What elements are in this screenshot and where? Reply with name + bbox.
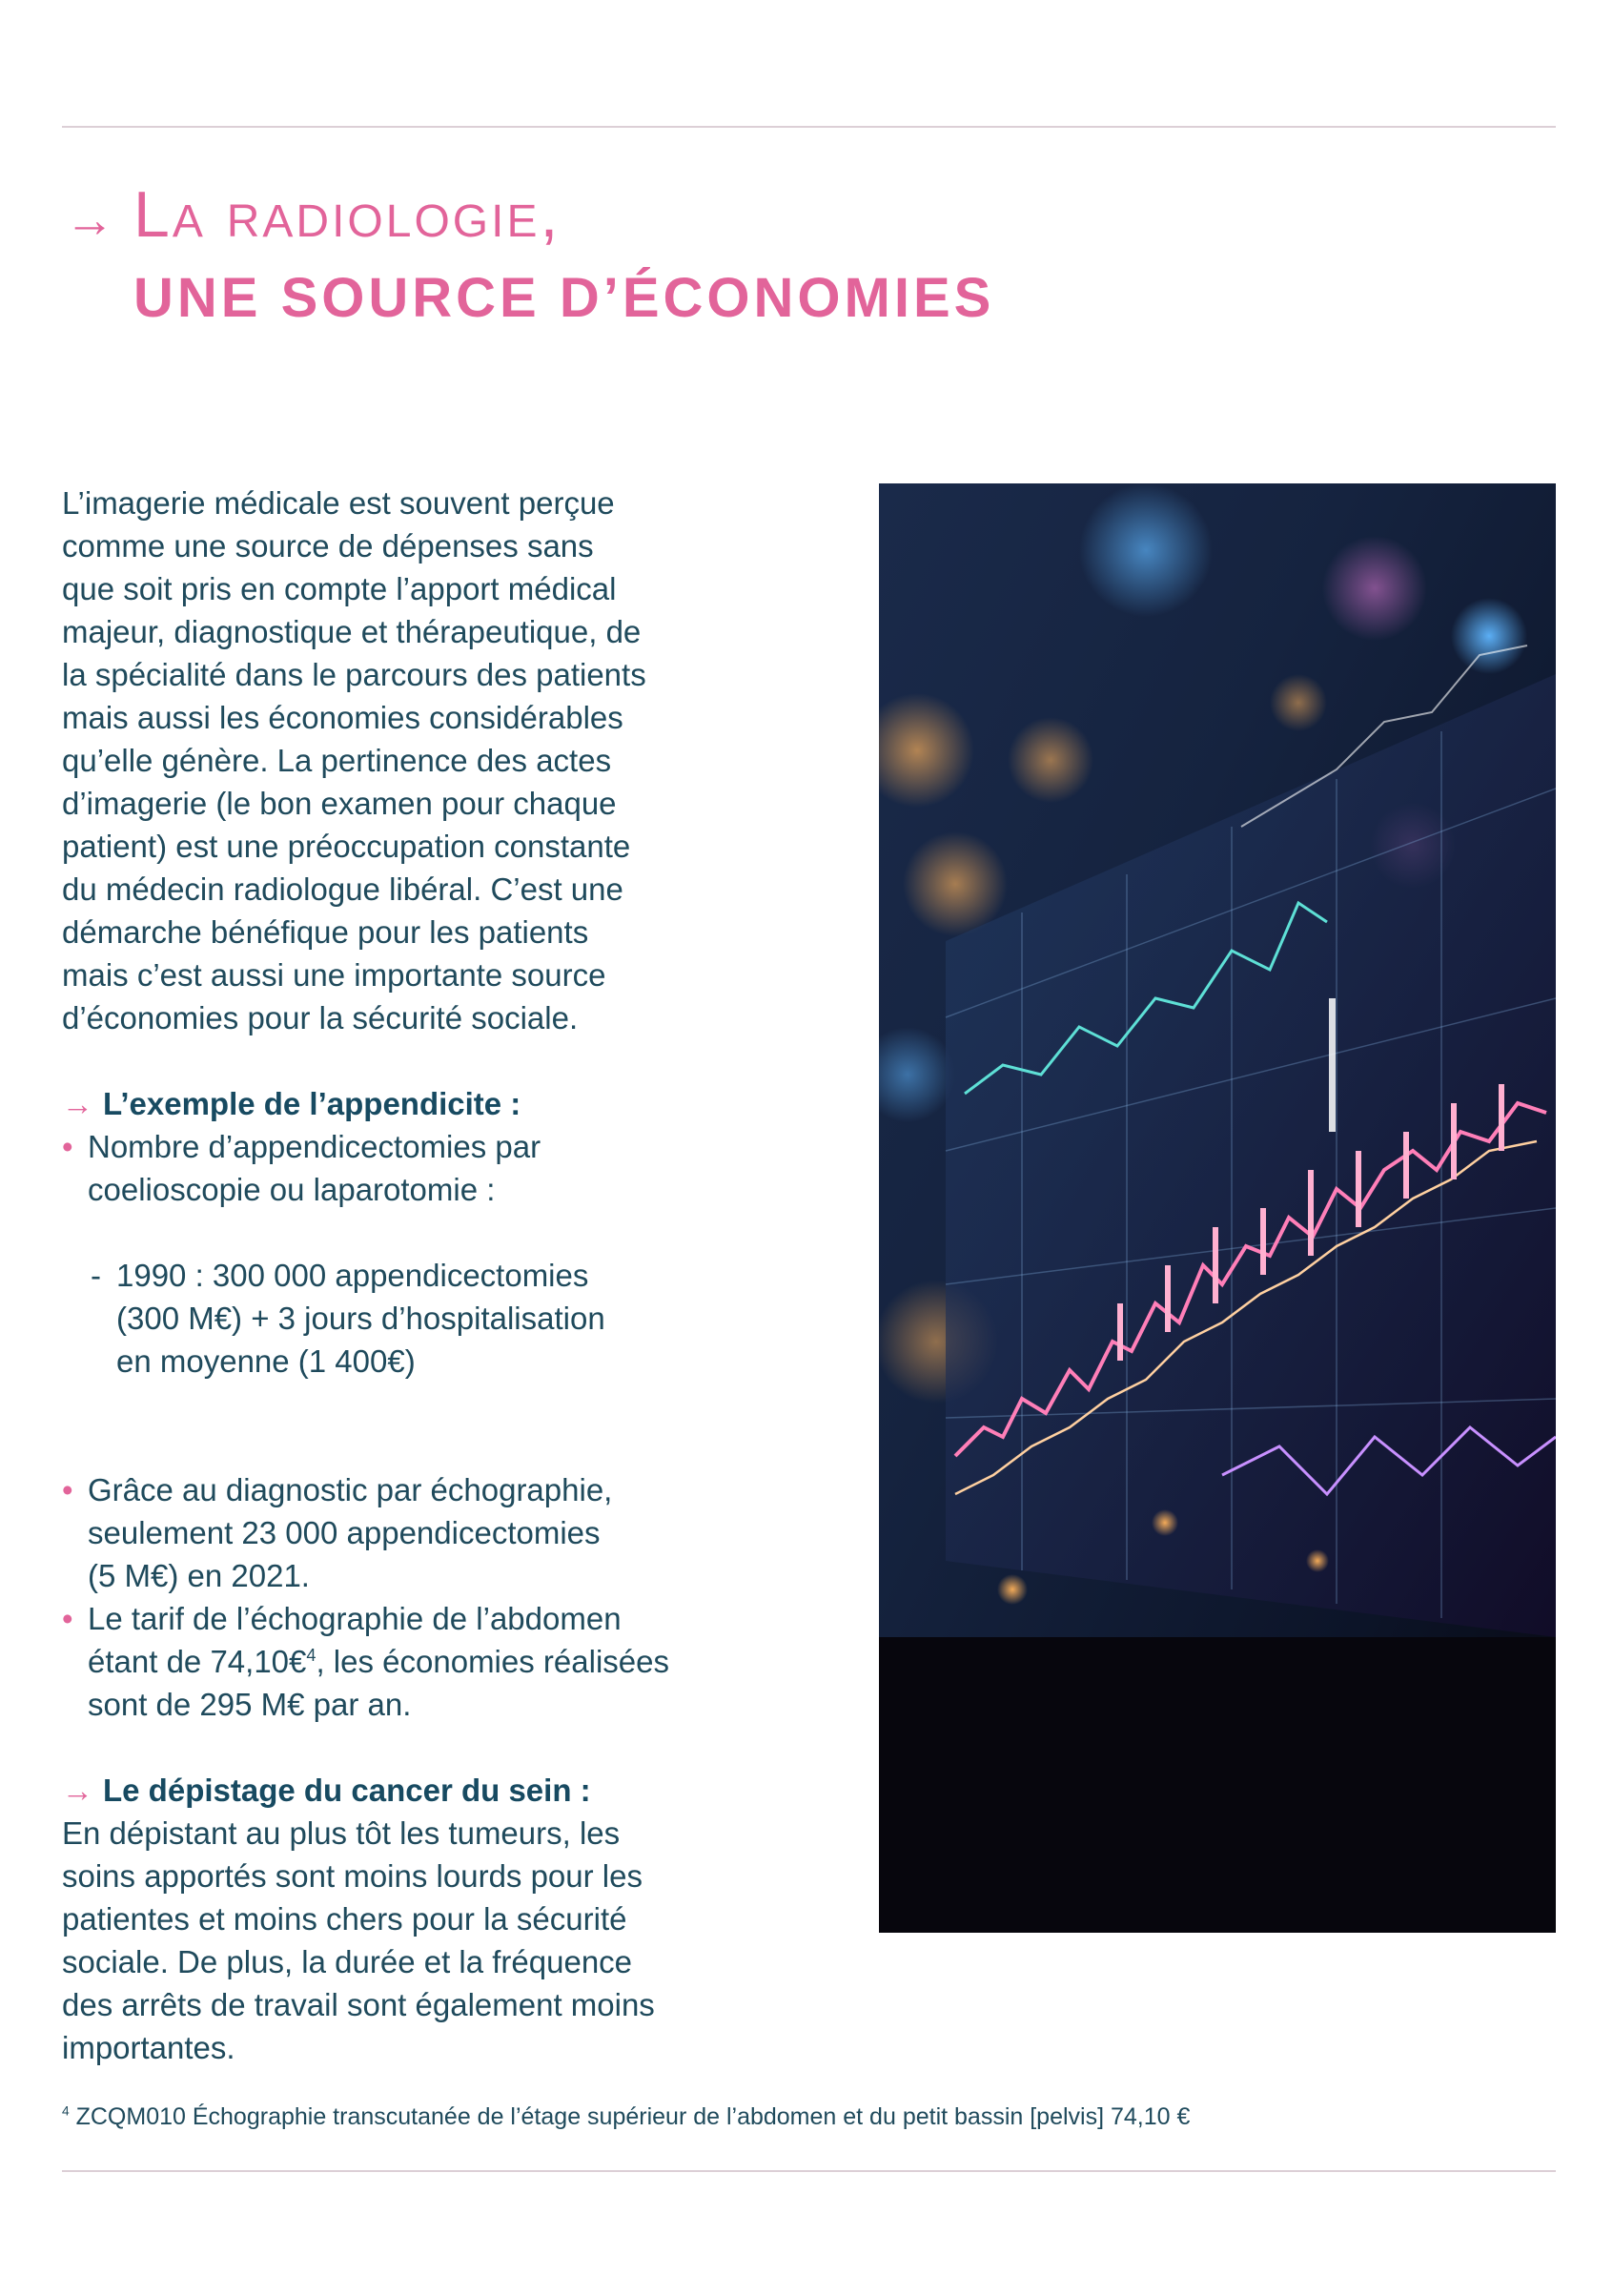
- financial-chart-photo: [879, 483, 1556, 1933]
- appendicite-heading: [62, 1082, 825, 1125]
- arrow-icon: →: [65, 193, 114, 248]
- intro-paragraph: L’imagerie médicale est souvent perçue comme une source de dépenses sans que soit pris en compte l’apport médical majeur, diagnostique et thérapeutique, de la spécialité dans le parcours des patients mais aussi les économies considérables qu’elle génère. La pertinence des actes d’imagerie (le bon examen pour chaque patient) est une préoccupation constante du médecin radiologue libéral. C’est une démarche bénéfique pour les patients mais c’est aussi une importante source d’économies pour la sécurité sociale.: [62, 485, 646, 1035]
- title-text-1: La radiologie,: [133, 178, 561, 251]
- bullet-text: Le tarif de l’échographie de l’abdomen étant de 74,10€: [88, 1601, 622, 1679]
- appendicite-heading-text: L’exemple de l’appendicite :: [103, 1086, 521, 1121]
- depistage-heading-text: Le dépistage du cancer du sein :: [103, 1773, 591, 1808]
- footnote-text: ZCQM010 Échographie transcutanée de l’étage supérieur de l’abdomen et du petit bassin [pelvis] 74,10 €: [69, 2103, 1191, 2130]
- list-item: [62, 1468, 825, 1597]
- depistage-paragraph: En dépistant au plus tôt les tumeurs, les soins apportés sont moins lourds pour les patientes et moins chers pour la sécurité sociale. De plus, la durée et la fréquence des arrêts de travail sont également moins importantes.: [62, 1815, 655, 2065]
- sub-list: [88, 1211, 825, 1425]
- page-title: [65, 176, 994, 337]
- bullet-text-end: , les économies réalisées sont de 295 M€ par an.: [88, 1644, 669, 1722]
- top-divider: [62, 126, 1556, 128]
- bullet-text: Grâce au diagnostic par échographie, seulement 23 000 appendicectomies (5 M€) en 2021.: [88, 1472, 613, 1593]
- footnote-reference: 4: [306, 1646, 316, 1665]
- list-item: [62, 1125, 825, 1468]
- sub-list-item: [91, 1254, 825, 1383]
- title-line-2: UNE SOURCE D’ÉCONOMIES: [133, 267, 995, 329]
- footnote: [62, 2103, 1190, 2131]
- monitor-chart-illustration: [879, 483, 1556, 1933]
- depistage-heading: [62, 1769, 825, 1812]
- list-item: [62, 1597, 825, 1726]
- arrow-icon: →: [62, 1773, 93, 1808]
- arrow-icon: →: [62, 1086, 93, 1121]
- title-line-1: [65, 176, 994, 258]
- dash-icon: -: [91, 1258, 101, 1293]
- appendicite-list: [62, 1125, 825, 1726]
- article-body: [62, 482, 825, 2069]
- footnote-number: 4: [62, 2103, 70, 2119]
- sub-item-text: 1990 : 300 000 appendicectomies (300 M€) + 3 jours d’hospitalisation en moyenne (1 400€): [116, 1258, 605, 1379]
- bottom-divider: [62, 2170, 1556, 2172]
- bullet-text: Nombre d’appendicectomies par coelioscopie ou laparotomie :: [88, 1129, 541, 1207]
